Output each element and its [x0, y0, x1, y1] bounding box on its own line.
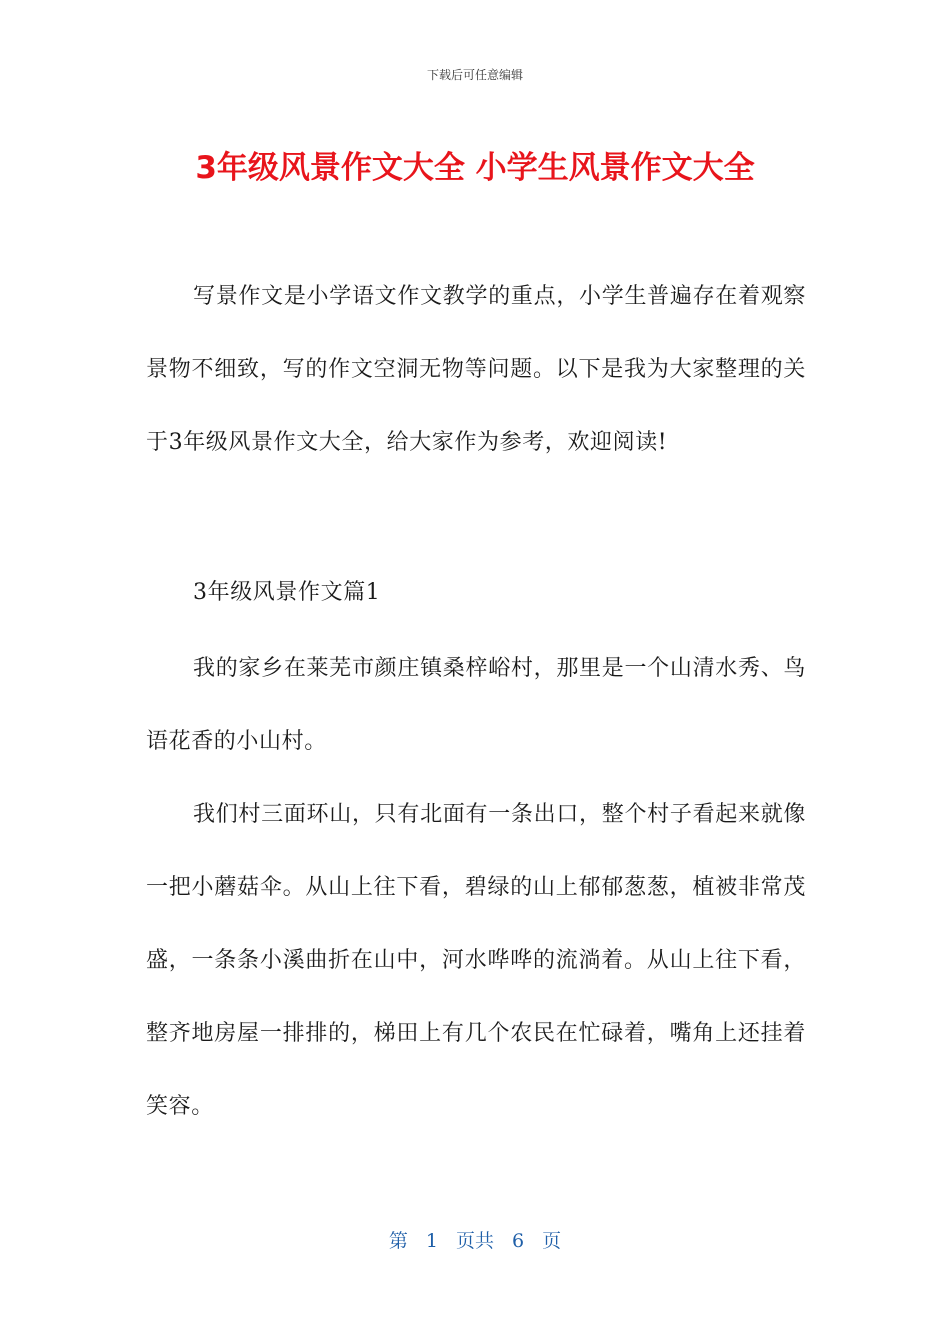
document-title: 3年级风景作文大全 小学生风景作文大全 — [195, 150, 755, 186]
intro-block — [146, 260, 806, 479]
essay-paragraph: 我们村三面环山，只有北面有一条出口，整个村子看起来就像一把小蘑菇伞。从山上往下看，碧绿的山上郁郁葱葱，植被非常茂盛，一条条小溪曲折在山中，河水哗哗的流淌着。从山上往下看，整齐地房屋一排排的，梯田上有几个农民在忙碌着，嘴角上还挂着笑容。 — [146, 802, 806, 1119]
page-footer — [0, 1226, 950, 1253]
essay-body — [146, 632, 806, 1143]
intro-paragraph: 写景作文是小学语文作文教学的重点，小学生普遍存在着观察景物不细致，写的作文空洞无物等问题。以下是我为大家整理的关于3年级风景作文大全，给大家作为参考，欢迎阅读! — [146, 284, 806, 455]
page-suffix: 页 — [542, 1230, 562, 1252]
page-prefix: 第 — [388, 1230, 408, 1252]
page-number: 1 — [425, 1230, 438, 1252]
total-pages: 6 — [512, 1230, 525, 1252]
essay-paragraph: 我的家乡在莱芜市颜庄镇桑梓峪村，那里是一个山清水秀、鸟语花香的小山村。 — [146, 656, 806, 754]
page-middle: 页共 — [455, 1230, 494, 1252]
header-note: 下载后可任意编辑 — [426, 68, 523, 82]
section-heading: 3年级风景作文篇1 — [193, 580, 381, 605]
